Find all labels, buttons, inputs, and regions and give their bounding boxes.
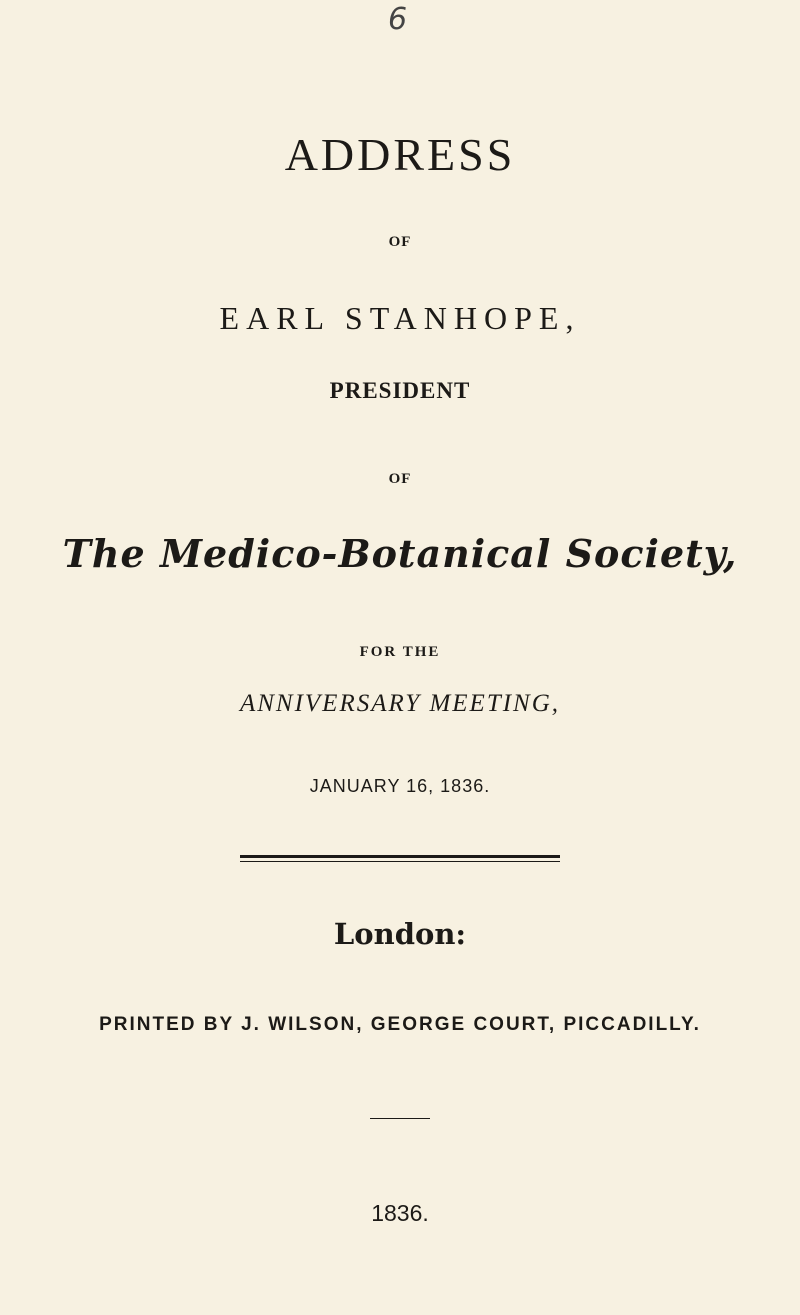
divider-rule-thin — [240, 861, 560, 862]
divider-rule-thick — [240, 855, 560, 858]
of-connector-2: OF — [388, 471, 412, 487]
handwritten-page-number: 6 — [388, 2, 408, 37]
imprint-place: London: — [333, 917, 467, 951]
author-role: PRESIDENT — [329, 378, 471, 403]
of-connector-1: OF — [388, 234, 412, 250]
publication-year: 1836. — [371, 1200, 429, 1226]
printer-line: PRINTED BY J. WILSON, GEORGE COURT, PICCADILLY. — [99, 1014, 701, 1035]
for-the-connector: FOR THE — [359, 644, 441, 660]
meeting-date: JANUARY 16, 1836. — [309, 776, 491, 796]
occasion-title: ANNIVERSARY MEETING, — [239, 690, 561, 717]
author-name: EARL STANHOPE, — [219, 300, 581, 336]
society-name: The Medico-Botanical Society, — [62, 531, 738, 576]
short-divider-rule — [370, 1118, 430, 1119]
document-title: ADDRESS — [284, 129, 516, 180]
